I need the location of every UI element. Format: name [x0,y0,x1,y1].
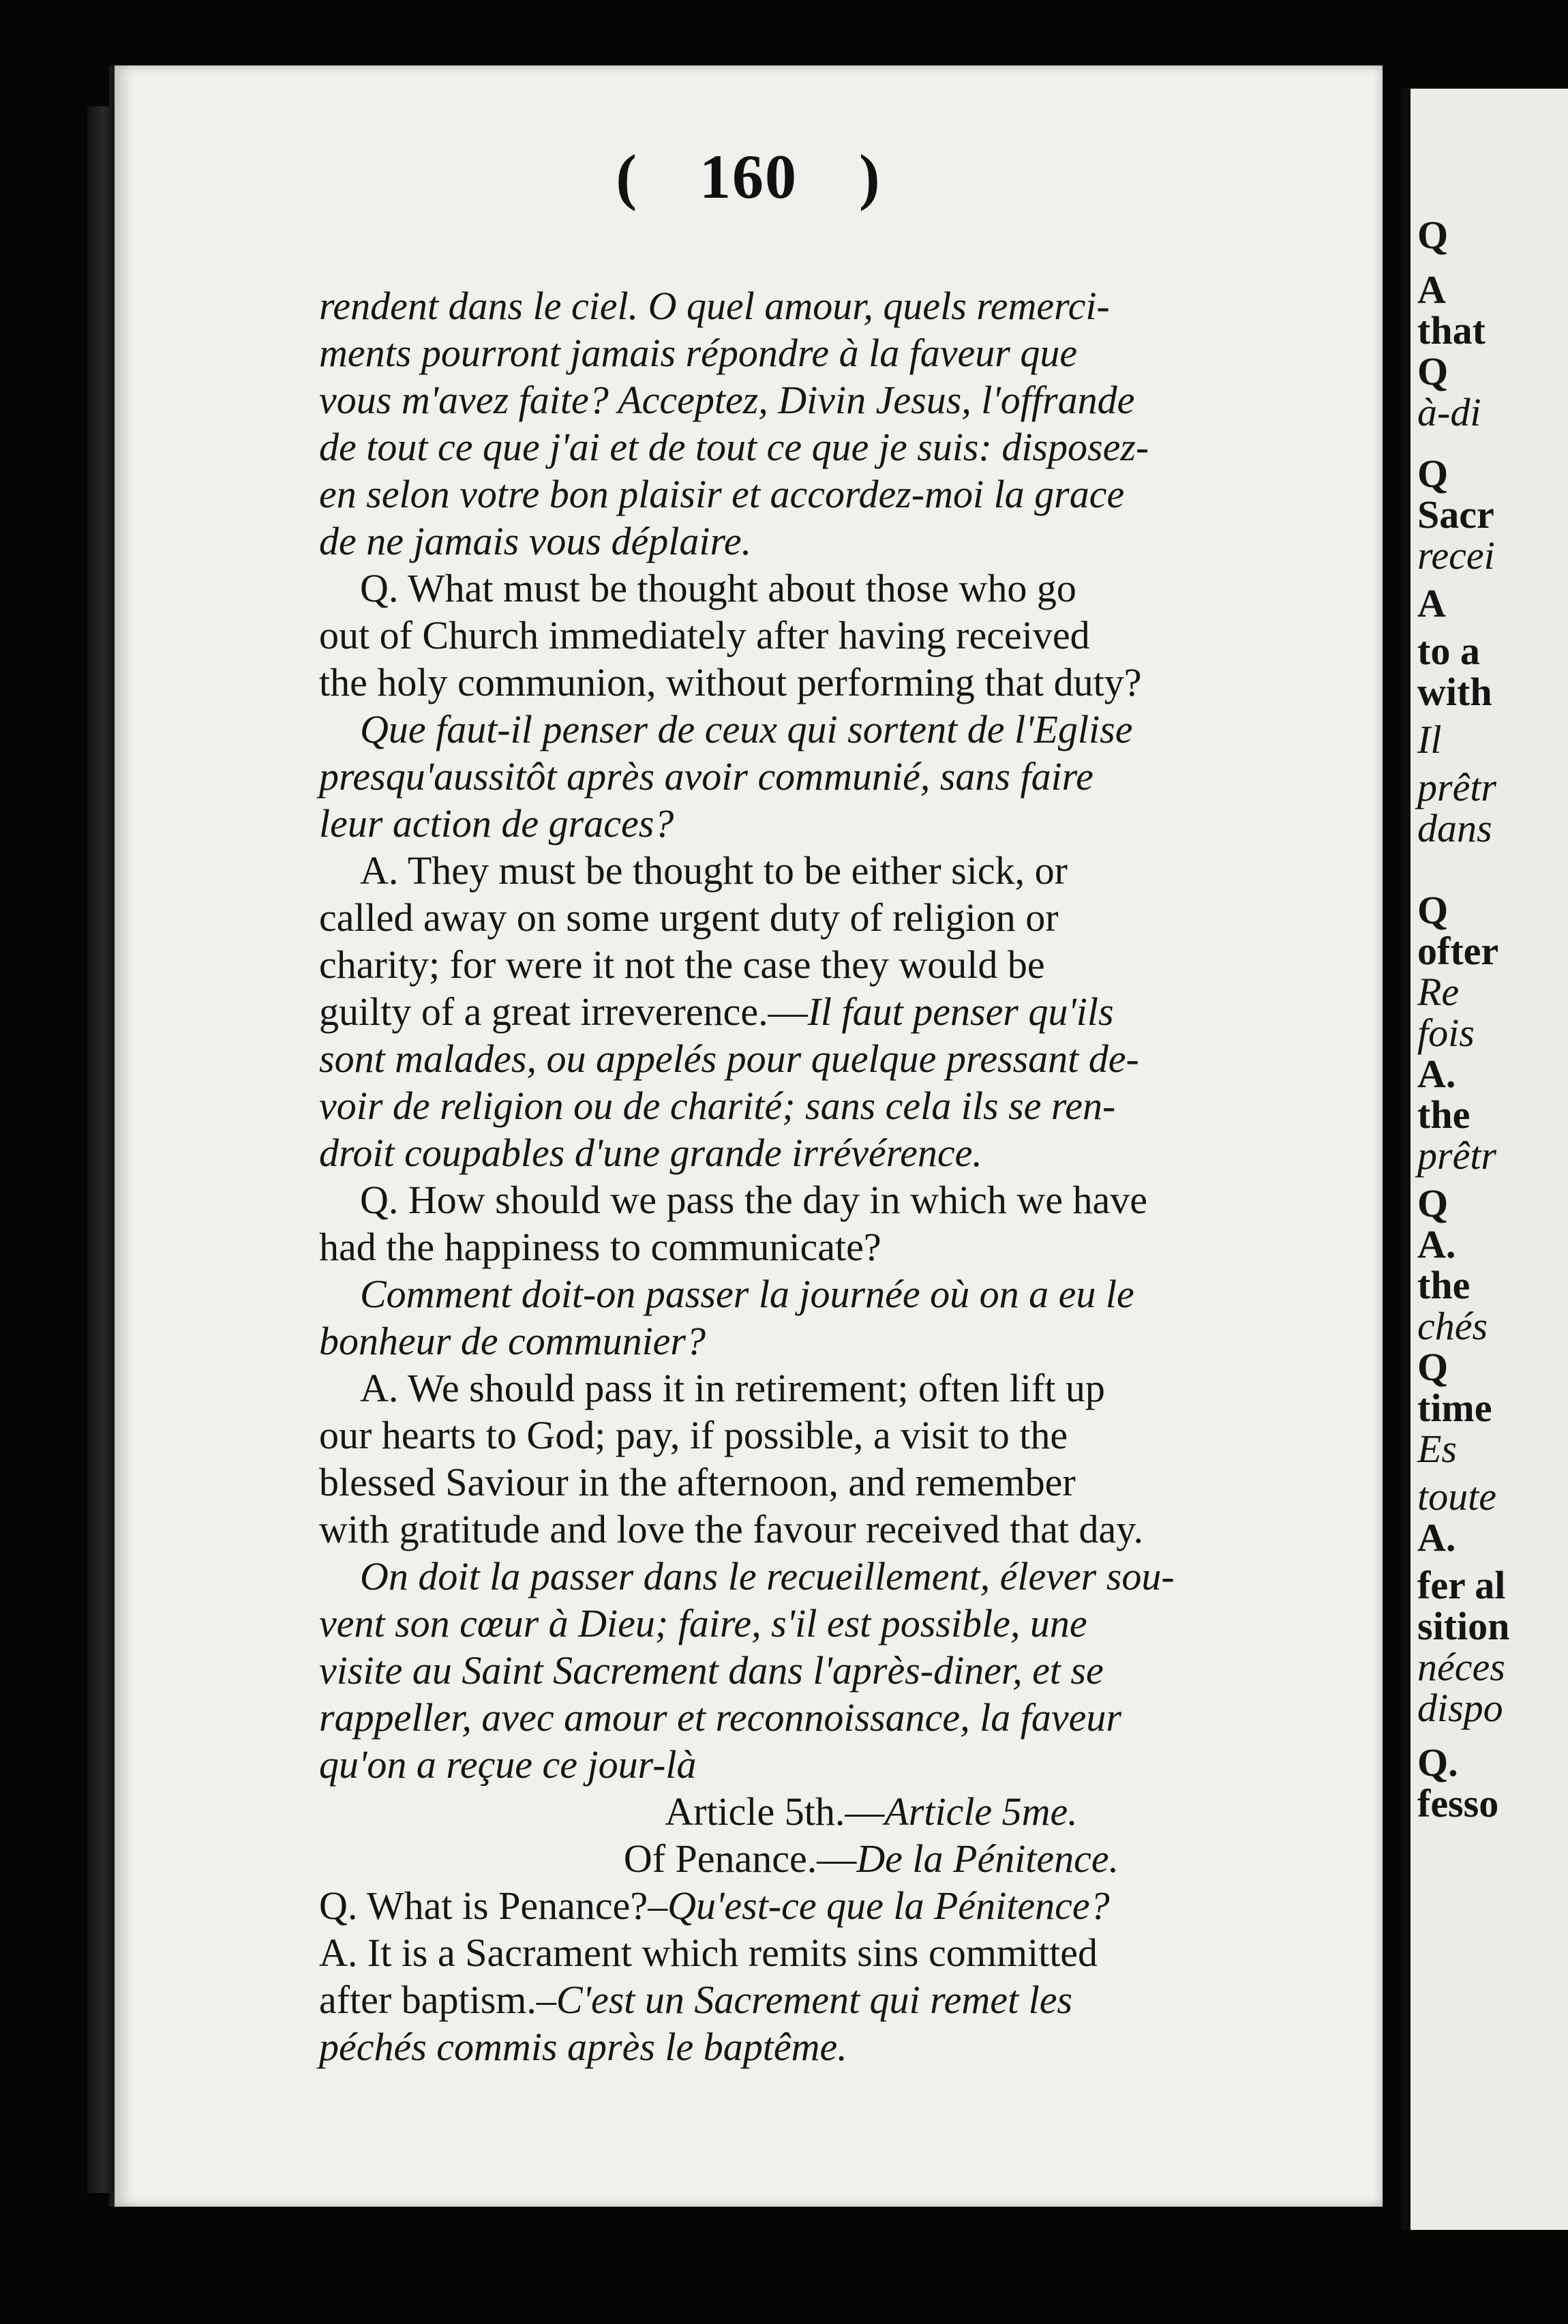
text-line: Comment doit-on passer la journée où on a eu le [360,1272,1134,1316]
adjacent-page-text: toute [1417,1474,1496,1519]
adjacent-page-text: fois [1417,1011,1475,1055]
text-line: A. It is a Sacrament which remits sins committed [319,1931,1098,1975]
adjacent-page-text: A. [1417,1052,1456,1096]
adjacent-page-text: to a [1417,629,1480,673]
page-number-value: 160 [699,142,798,211]
adjacent-page-text: with [1417,670,1492,714]
english-segment: after baptism.– [319,1978,556,2022]
adjacent-page-text: dispo [1417,1686,1503,1730]
text-line: en selon votre bon plaisir et accordez-moi la grace [319,472,1125,516]
adjacent-page-text: sition [1417,1604,1510,1648]
text-line: visite au Saint Sacrement dans l'après-diner, et se [319,1648,1104,1693]
adjacent-page-text: Il [1417,717,1442,762]
french-segment: Article 5me. [884,1789,1078,1834]
text-line: vent son cœur à Dieu; faire, s'il est possible, une [319,1601,1087,1645]
paren-right: ) [859,142,881,211]
adjacent-page-text: chés [1417,1304,1488,1348]
text-line: rappeller, avec amour et reconnoissance, la faveur [319,1695,1121,1740]
adjacent-page-text: dans [1417,806,1492,850]
adjacent-page-text: à-di [1417,390,1481,434]
text-line: droit coupables d'une grande irrévérence. [319,1131,982,1175]
text-line: Q. What must be thought about those who go [360,566,1076,610]
text-line: voir de religion ou de charité; sans cela ils se ren- [319,1084,1116,1128]
text-line: péchés commis après le baptême. [319,2025,847,2069]
paren-left: ( [616,142,638,211]
text-line: with gratitude and love the favour received that day. [319,1507,1143,1551]
adjacent-page-text: Q [1417,1181,1449,1225]
text-line [319,1835,1423,1882]
text-line: Q. How should we pass the day in which we have [360,1178,1147,1222]
text-line: had the happiness to communicate? [319,1225,881,1269]
adjacent-page-text: the [1417,1092,1471,1137]
french-segment: C'est un Sacrement qui remet les [556,1978,1073,2022]
text-line: On doit la passer dans le recueillement, élever sou- [360,1554,1175,1598]
adjacent-page-text: Q. [1417,1740,1458,1785]
french-segment: De la Pénitence. [856,1836,1119,1881]
adjacent-page-text: Sacr [1417,492,1494,537]
adjacent-page-text: Q [1417,888,1449,932]
english-segment: Of Penance.— [623,1836,857,1881]
text-line: de ne jamais vous déplaire. [319,519,752,563]
english-segment: Article 5th.— [665,1789,885,1834]
adjacent-page-text: A [1417,267,1446,312]
text-line: out of Church immediately after having received [319,613,1090,657]
adjacent-page-text: Q [1417,349,1449,393]
text-line: sont malades, ou appelés pour quelque pressant de- [319,1037,1139,1081]
adjacent-page-text: Q [1417,451,1449,496]
adjacent-page-text: Q [1417,213,1449,257]
adjacent-page-text: prêtr [1417,765,1496,809]
adjacent-page-text: prêtr [1417,1133,1496,1178]
text-line: called away on some urgent duty of religion or [319,895,1059,940]
adjacent-page-text: the [1417,1263,1471,1307]
adjacent-page-text: A [1417,581,1446,625]
text-line: rendent dans le ciel. O quel amour, quels remerci- [319,284,1110,328]
adjacent-page-text: Es [1417,1427,1457,1471]
text-line: Que faut-il penser de ceux qui sortent de l'Eglise [360,707,1133,751]
text-line: the holy communion, without performing that duty? [319,660,1142,704]
text-line: ments pourront jamais répondre à la faveur que [319,331,1078,375]
adjacent-page-text: fesso [1417,1781,1499,1826]
english-segment: guilty of a great irreverence.— [319,989,808,1034]
adjacent-page-text: that [1417,308,1486,353]
adjacent-page-text: A. [1417,1222,1456,1266]
text-line: A. They must be thought to be either sick, or [360,848,1068,893]
text-line: qu'on a reçue ce jour-là [319,1742,697,1787]
text-line: leur action de graces? [319,801,674,846]
text-line [319,1976,1423,2023]
book-page [109,65,1383,2207]
text-line: vous m'avez faite? Acceptez, Divin Jesus, l'offrande [319,378,1135,422]
adjacent-page-text: Re [1417,970,1460,1014]
text-line: bonheur de communier? [319,1319,706,1363]
text-line [319,988,1423,1035]
french-segment: Il faut penser qu'ils [807,989,1114,1034]
adjacent-page-text: Q [1417,1345,1449,1389]
adjacent-page-fragment [1401,89,1568,2230]
text-line: de tout ce que j'ai et de tout ce que je suis: disposez- [319,425,1149,469]
adjacent-page-text: néces [1417,1645,1505,1689]
text-line: blessed Saviour in the afternoon, and remember [319,1460,1076,1504]
adjacent-page-text: fer al [1417,1563,1506,1607]
text-line [319,1788,1423,1835]
french-segment: Qu'est-ce que la Pénitence? [667,1883,1110,1928]
adjacent-page-text: recei [1417,533,1495,578]
catechism-text [319,282,1423,2070]
adjacent-page-text: A. [1417,1515,1456,1560]
text-line [319,1882,1423,1929]
adjacent-page-text: time [1417,1386,1492,1430]
page-number [115,140,1383,213]
adjacent-page-text: ofter [1417,929,1499,973]
text-line: our hearts to God; pay, if possible, a visit to the [319,1413,1068,1457]
text-line: A. We should pass it in retirement; often lift up [360,1366,1105,1410]
text-line: presqu'aussitôt après avoir communié, sans faire [319,754,1094,799]
english-segment: Q. What is Penance?– [319,1883,668,1928]
text-line: charity; for were it not the case they would be [319,942,1045,987]
